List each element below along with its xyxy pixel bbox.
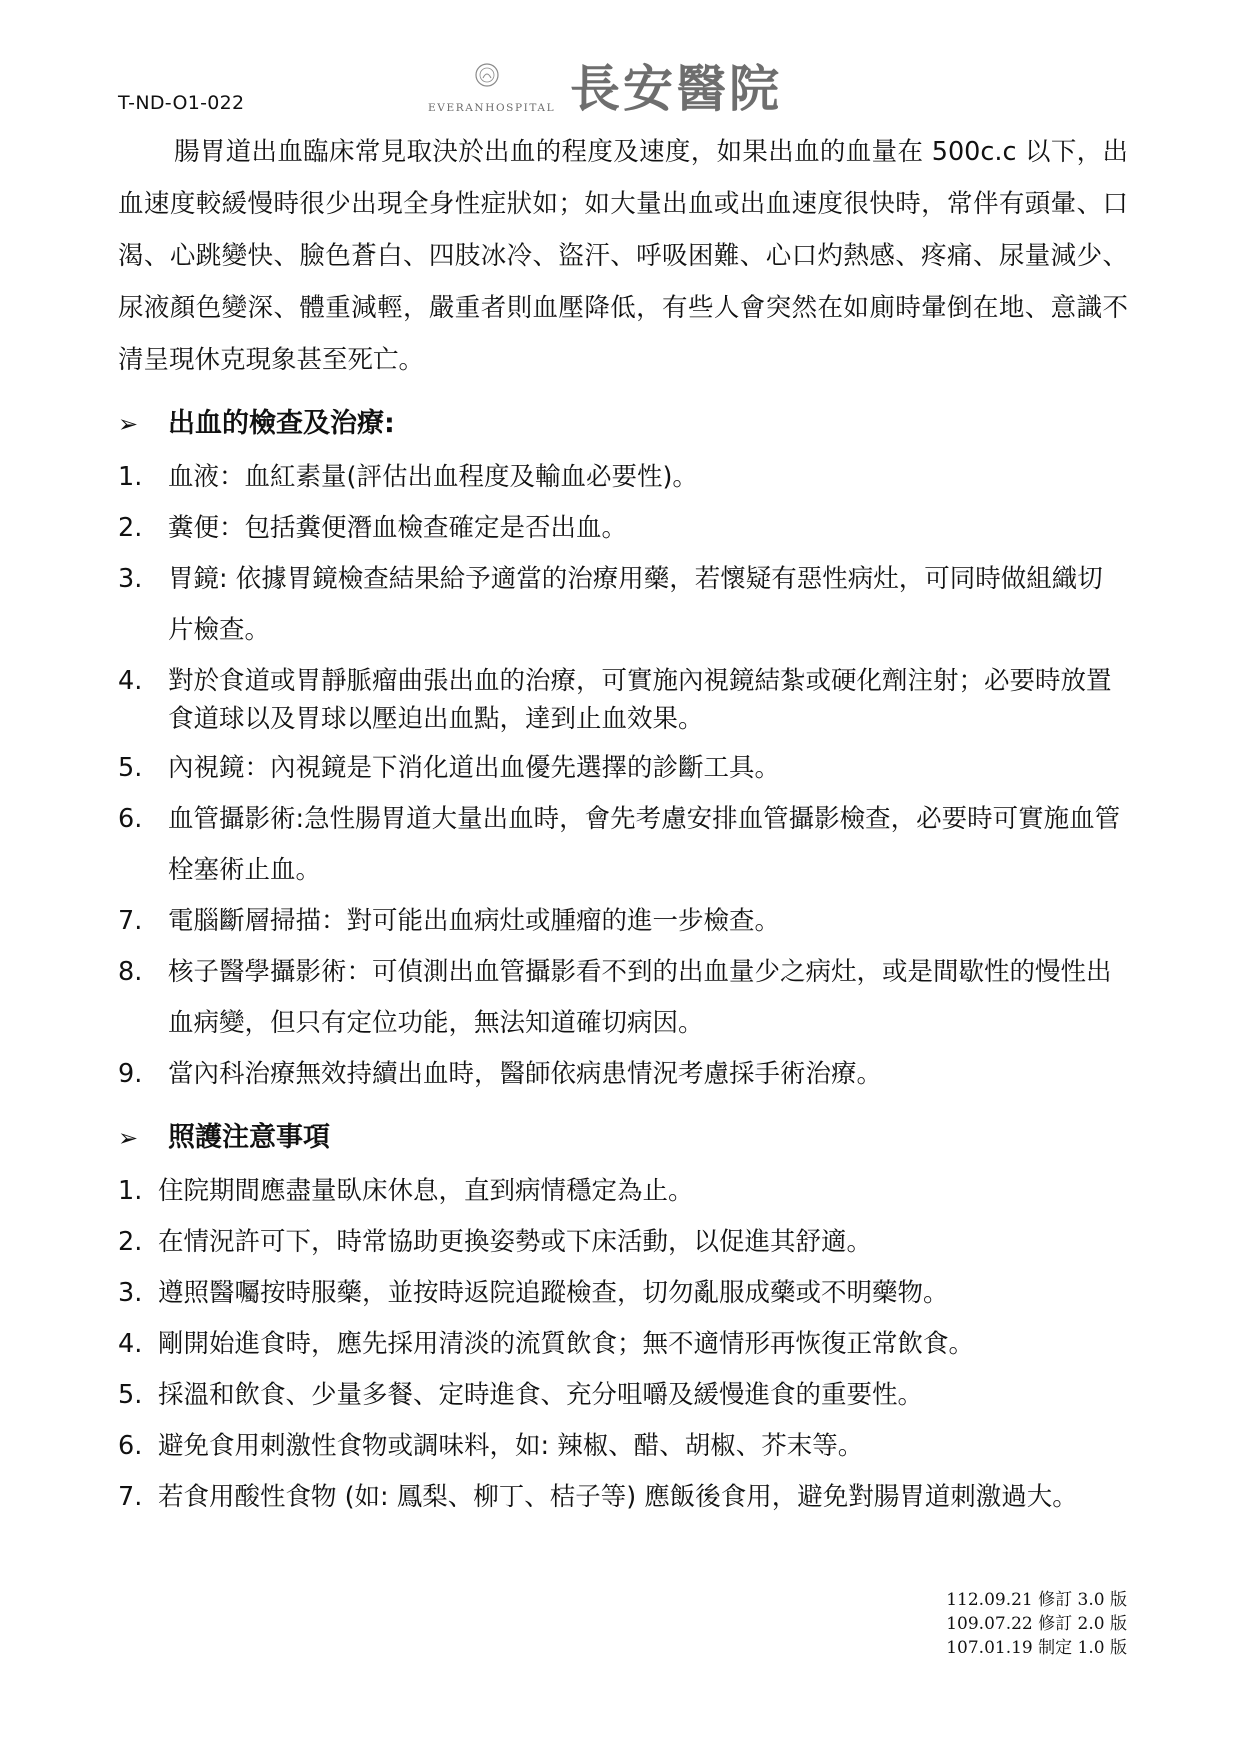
exam-treatment-list bbox=[118, 452, 1128, 1100]
arrow-bullet-icon: ➢ bbox=[118, 410, 139, 438]
list-item: 4. 剛開始進食時，應先採用清淡的流質飲食；無不適情形再恢復正常飲食。 bbox=[118, 1329, 975, 1359]
list-item: 7. 若食用酸性食物 (如: 鳳梨、柳丁、桔子等) 應飯後食用，避免對腸胃道刺激過大。 bbox=[118, 1482, 1078, 1512]
list-item: 2. 在情況許可下，時常協助更換姿勢或下床活動，以促進其舒適。 bbox=[118, 1227, 873, 1257]
hospital-logo bbox=[428, 56, 828, 128]
section-heading-exam bbox=[118, 396, 1128, 452]
list-item: 9. 當內科治療無效持續出血時，醫師依病患情況考慮採手術治療。 bbox=[118, 1059, 883, 1089]
list-item: 4. 對於食道或胃靜脈瘤曲張出血的治療，可實施內視鏡結紮或硬化劑注射；必要時放置食道球以及胃球以壓迫出血點，達到止血效果。 bbox=[118, 666, 1112, 734]
list-item: 2. 糞便：包括糞便潛血檢查確定是否出血。 bbox=[118, 513, 628, 543]
logo-english-name: EVERANHOSPITAL bbox=[428, 102, 556, 114]
document-body bbox=[118, 126, 1128, 1523]
logo-chinese-name: 長安醫院 bbox=[570, 60, 782, 118]
section-title: 出血的檢查及治療: bbox=[168, 408, 395, 439]
list-item: 6. 血管攝影術:急性腸胃道大量出血時，會先考慮安排血管攝影檢查，必要時可實施血管栓塞術止血。 bbox=[118, 804, 1121, 885]
revision-line: 112.09.21 修訂 3.0 版 bbox=[946, 1590, 1127, 1610]
list-item: 1. 住院期間應盡量臥床休息，直到病情穩定為止。 bbox=[118, 1176, 694, 1206]
list-item: 7. 電腦斷層掃描：對可能出血病灶或腫瘤的進一步檢查。 bbox=[118, 906, 781, 936]
document-code: T-ND-O1-022 bbox=[118, 92, 245, 114]
list-item: 8. 核子醫學攝影術：可偵測出血管攝影看不到的出血量少之病灶，或是間歇性的慢性出血病變，但只有定位功能，無法知道確切病因。 bbox=[118, 957, 1112, 1038]
arrow-bullet-icon: ➢ bbox=[118, 1124, 139, 1152]
hospital-emblem-icon bbox=[474, 62, 500, 88]
list-item: 6. 避免食用刺激性食物或調味料，如: 辣椒、醋、胡椒、芥末等。 bbox=[118, 1431, 864, 1461]
list-item: 3. 遵照醫囑按時服藥，並按時返院追蹤檢查，切勿亂服成藥或不明藥物。 bbox=[118, 1278, 949, 1308]
section-heading-care bbox=[118, 1110, 1128, 1166]
care-notes-list bbox=[118, 1166, 1128, 1523]
revision-history bbox=[946, 1588, 1127, 1660]
list-item: 5. 採溫和飲食、少量多餐、定時進食、充分咀嚼及緩慢進食的重要性。 bbox=[118, 1380, 924, 1410]
intro-paragraph: 腸胃道出血臨床常見取決於出血的程度及速度，如果出血的血量在 500c.c 以下，出血速度較緩慢時很少出現全身性症狀如；如大量出血或出血速度很快時，常伴有頭暈、口渴、心跳變快、臉色蒼白、四肢冰冷、盜汗、呼吸困難、心口灼熱感、疼痛、尿量減少、尿液顏色變深、體重減輕，嚴重者則血壓降低，有些人會突然在如廁時暈倒在地、意識不清呈現休克現象甚至死亡。 bbox=[118, 137, 1128, 375]
revision-line: 109.07.22 修訂 2.0 版 bbox=[946, 1614, 1127, 1634]
section-title: 照護注意事項 bbox=[168, 1122, 330, 1153]
list-item: 1. 血液：血紅素量(評估出血程度及輸血必要性)。 bbox=[118, 462, 698, 492]
list-item: 3. 胃鏡: 依據胃鏡檢查結果給予適當的治療用藥，若懷疑有惡性病灶，可同時做組織切片檢查。 bbox=[118, 564, 1103, 645]
list-item: 5. 內視鏡：內視鏡是下消化道出血優先選擇的診斷工具。 bbox=[118, 753, 781, 783]
revision-line: 107.01.19 制定 1.0 版 bbox=[946, 1638, 1127, 1658]
